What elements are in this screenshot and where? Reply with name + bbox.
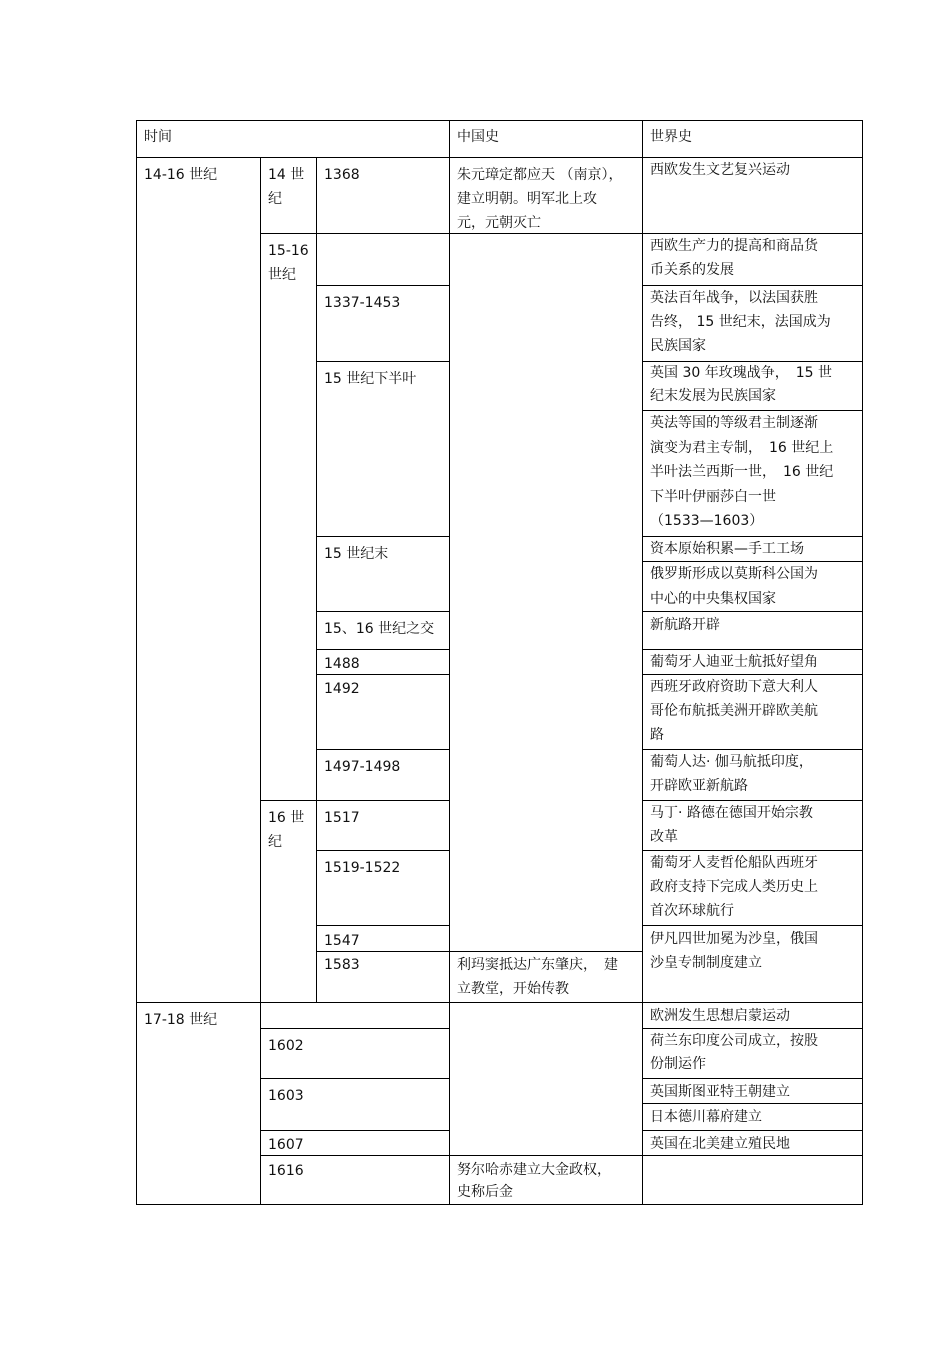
header-china: 中国史 bbox=[457, 129, 499, 145]
century-label-14: 14 世 纪 bbox=[268, 167, 305, 207]
world-event: 俄罗斯形成以莫斯科公国为 中心的中央集权国家 bbox=[650, 566, 818, 607]
world-event: 伊凡四世加冕为沙皇，俄国 沙皇专制制度建立 bbox=[650, 931, 818, 971]
china-event-1616: 努尔哈赤建立大金政权， 史称后金 bbox=[457, 1162, 611, 1200]
world-event: 马丁· 路德在德国开始宗教 改革 bbox=[650, 805, 813, 845]
year-1519-1522: 1519-1522 bbox=[324, 860, 401, 876]
year-15-16-century-turn: 15、16 世纪之交 bbox=[324, 621, 435, 637]
world-event: 西欧生产力的提高和商品货 币关系的发展 bbox=[650, 238, 818, 278]
year-1602: 1602 bbox=[268, 1038, 304, 1054]
year-15th-century-late: 15 世纪下半叶 bbox=[324, 371, 417, 387]
world-event: 荷兰东印度公司成立，按股 份制运作 bbox=[650, 1033, 818, 1072]
world-event: 葡萄牙人迪亚士航抵好望角 bbox=[650, 654, 818, 670]
world-event: 西欧发生文艺复兴运动 bbox=[650, 162, 790, 178]
world-event: 欧洲发生思想启蒙运动 bbox=[650, 1008, 790, 1024]
year-1368: 1368 bbox=[324, 167, 360, 183]
century-label-16: 16 世 纪 bbox=[268, 810, 305, 850]
year-1517: 1517 bbox=[324, 810, 360, 826]
header-world: 世界史 bbox=[650, 129, 692, 145]
world-event: 英法百年战争，以法国获胜 告终， 15 世纪末，法国成为 民族国家 bbox=[650, 290, 831, 354]
year-1488: 1488 bbox=[324, 656, 360, 672]
year-1492: 1492 bbox=[324, 681, 360, 697]
world-event: 英国斯图亚特王朝建立 bbox=[650, 1084, 790, 1100]
china-event-1368: 朱元璋定都应天 （南京）， 建立明朝。明军北上攻 元，元朝灭亡 bbox=[457, 167, 623, 231]
world-event: 英国 30 年玫瑰战争， 15 世 纪末发展为民族国家 bbox=[650, 365, 832, 404]
world-event: 英法等国的等级君主制逐渐 演变为君主专制， 16 世纪上 半叶法兰西斯一世， 16 世纪 下半叶伊丽莎白一世 （1533—1603） bbox=[650, 415, 834, 529]
year-1603: 1603 bbox=[268, 1088, 304, 1104]
column-divider bbox=[449, 120, 450, 1205]
table-border-left bbox=[136, 120, 137, 1205]
world-event: 英国在北美建立殖民地 bbox=[650, 1136, 790, 1152]
year-1583: 1583 bbox=[324, 957, 360, 973]
world-event: 资本原始积累—手工工场 bbox=[650, 541, 804, 557]
world-event: 葡萄人达· 伽马航抵印度， 开辟欧亚新航路 bbox=[650, 754, 813, 794]
world-event: 新航路开辟 bbox=[650, 617, 720, 633]
china-event-1583: 利玛窦抵达广东肇庆， 建 立教堂，开始传教 bbox=[457, 957, 618, 997]
world-event: 西班牙政府资助下意大利人 哥伦布航抵美洲开辟欧美航 路 bbox=[650, 679, 818, 743]
century-label-15-16: 15-16 世纪 bbox=[268, 243, 309, 283]
table-border-bottom bbox=[136, 1204, 863, 1205]
year-1607: 1607 bbox=[268, 1137, 304, 1153]
era-label-17-18: 17-18 世纪 bbox=[144, 1012, 218, 1028]
year-1497-1498: 1497-1498 bbox=[324, 759, 401, 775]
year-1337-1453: 1337-1453 bbox=[324, 295, 401, 311]
table-border-right bbox=[862, 120, 863, 1205]
header-time: 时间 bbox=[144, 129, 172, 145]
year-15th-century-end: 15 世纪末 bbox=[324, 546, 389, 562]
world-event: 葡萄牙人麦哲伦船队西班牙 政府支持下完成人类历史上 首次环球航行 bbox=[650, 855, 818, 919]
era-label-14-16: 14-16 世纪 bbox=[144, 167, 218, 183]
year-1547: 1547 bbox=[324, 933, 360, 949]
world-event: 日本德川幕府建立 bbox=[650, 1109, 762, 1125]
year-1616: 1616 bbox=[268, 1163, 304, 1179]
